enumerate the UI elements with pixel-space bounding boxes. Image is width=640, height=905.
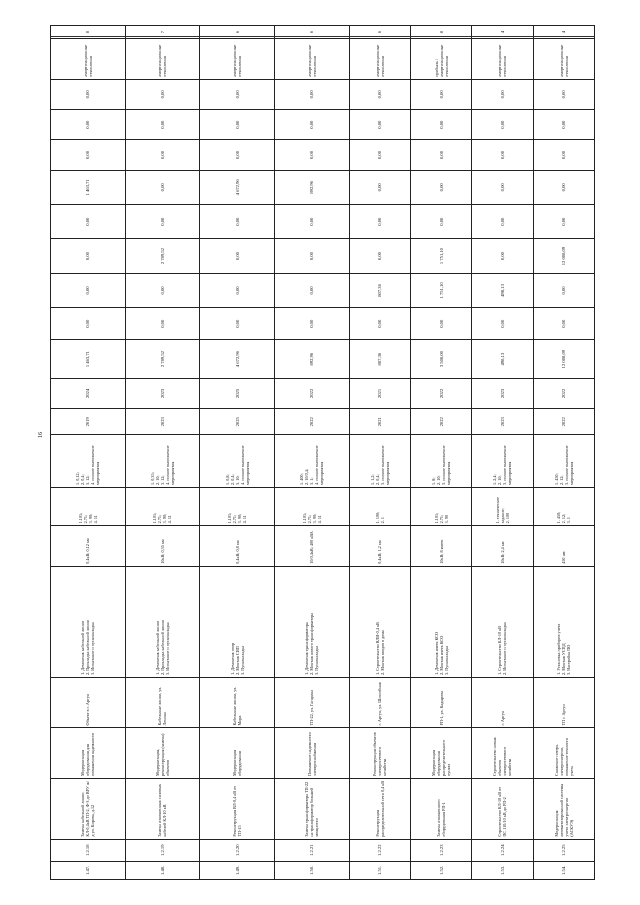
cell-v1: 2022 (410, 378, 471, 408)
cell-v7: 0,00 (533, 170, 594, 204)
cell-v10: 0,00 (274, 79, 349, 109)
cell-v8: 0,00 (349, 140, 410, 170)
cell-v6: 0,00 (125, 205, 200, 239)
cell-purpose: Снижение потерь электроэнергии, повышение точности учета (533, 728, 594, 779)
cell-params: 450 шт. (533, 526, 594, 566)
cell-year: 2022 (533, 409, 594, 435)
cell-purpose: Модернизация оборудования (200, 728, 275, 779)
cell-v10: 0,00 (200, 79, 275, 109)
cell-code: 1.2.23 (410, 839, 471, 861)
cell-v1: 2022 (533, 378, 594, 408)
cell-v2: 1 463,71 (51, 340, 126, 378)
table-row (472, 26, 533, 880)
cell-location: Кабельные линии, ул. Ленина (125, 677, 200, 728)
cell-v7: 892,96 (274, 170, 349, 204)
cell-v6: 0,00 (472, 205, 533, 239)
cell-v1: 2022 (274, 378, 349, 408)
cell-v10: 0,00 (349, 79, 410, 109)
cell-n: 1.52. (410, 861, 471, 879)
cell-year: 2019 (51, 409, 126, 435)
cell-v8: 0,00 (125, 140, 200, 170)
cell-code: 1.2.22 (349, 839, 410, 861)
cell-n: 1.47. (51, 861, 126, 879)
cell-v5: 0,00 (349, 239, 410, 273)
cell-works: 1. Демонтаж ячеек КСО 2. Монтаж ячеек КСО 3. Пусконаладка (410, 566, 471, 677)
cell-location: ТП-22, ул. Гагарина (274, 677, 349, 728)
cell-result: 1. 450; 2. 12; 3. полное выполнение мероприятия (533, 435, 594, 488)
cell-v8: 0,00 (410, 140, 471, 170)
cell-v9: 0,00 (349, 110, 410, 140)
cell-v9: 0,00 (533, 110, 594, 140)
cell-works: 1. Демонтаж кабельной линии 2. Прокладка кабельной линии 3. Испытание и пусконаладка (51, 566, 126, 677)
cell-v8: 0,00 (200, 140, 275, 170)
cell-last: 4 (533, 26, 594, 39)
cell-result: 1. 0,8; 2. 0,4; 3. 10; 4. полное выполнение мероприятия (200, 435, 275, 488)
cell-v6: 0,00 (51, 205, 126, 239)
cell-v2: 498,13 (472, 340, 533, 378)
cell-location: РП-1, ул. Кадырова (410, 677, 471, 728)
cell-v5: 2 789,52 (125, 239, 200, 273)
cell-purpose: Реконструкция объектов электросетевого хозяйства (349, 728, 410, 779)
cell-v10: 0,00 (410, 79, 471, 109)
cell-fin: амортизационные отчисления (472, 39, 533, 79)
cell-location: г. Аргун, ул. Шоссейная (349, 677, 410, 728)
table-row (200, 26, 275, 880)
cell-v2: 3 500,00 (410, 340, 471, 378)
cell-v3: 0,00 (125, 308, 200, 340)
cell-v4: 0,00 (51, 273, 126, 307)
cell-v8: 0,00 (274, 140, 349, 170)
cell-v1: 2023 (472, 378, 533, 408)
cell-result: 1. 2,4; 2. 10; 3. полное выполнение мероприятия (472, 435, 533, 488)
cell-last: 6 (200, 26, 275, 39)
cell-purpose: Модернизация оборудования для повышения надежности (51, 728, 126, 779)
cell-v4: 0,00 (274, 273, 349, 307)
investment-program-table (50, 25, 595, 880)
cell-params2: 1. 450; 2. 12; 3. 1 (533, 487, 594, 525)
cell-location: Кабельные линии, ул. Мира (200, 677, 275, 728)
cell-location: г. Аргун (472, 677, 533, 728)
table-row (349, 26, 410, 880)
cell-v4: 807,36 (349, 273, 410, 307)
cell-location: ТП г. Аргун (533, 677, 594, 728)
cell-v10: 0,00 (472, 79, 533, 109)
cell-result: 1. 1,2; 2. 0,4; 3. полное выполнение мероприятия (349, 435, 410, 488)
cell-v7: 0,00 (125, 170, 200, 204)
cell-year: 2025 (200, 409, 275, 435)
cell-name: Замена изношенного оборудования РП-1 (410, 778, 471, 839)
cell-params: 10кВ; 2,4 км (472, 526, 533, 566)
cell-v6: 0,00 (410, 205, 471, 239)
cell-fin: амортизационные отчисления (125, 39, 200, 79)
cell-v8: 0,00 (51, 140, 126, 170)
cell-year: 2021 (349, 409, 410, 435)
cell-code: 1.2.18 (51, 839, 126, 861)
table-row (410, 26, 471, 880)
cell-v6: 0,00 (274, 205, 349, 239)
cell-fin: амортизационные отчисления (533, 39, 594, 79)
cell-name: Реконструкция ВЛ-0,4 кВ от ТП-15 (200, 778, 275, 839)
cell-v9: 0,00 (125, 110, 200, 140)
cell-n: 1.50. (274, 861, 349, 879)
cell-v6: 0,00 (200, 205, 275, 239)
cell-name: Реконструкция распределительной сети 0,4 кВ (349, 778, 410, 839)
rotated-table-wrapper (50, 25, 595, 880)
cell-n: 1.53. (472, 861, 533, 879)
cell-params2: 1.101; 2.71; 3. 90; 4. 11 (200, 487, 275, 525)
cell-v2: 807,36 (349, 340, 410, 378)
cell-n: 1.51. (349, 861, 410, 879)
page-number: 16 (38, 432, 44, 438)
cell-v10: 0,00 (125, 79, 200, 109)
cell-v7: 0,00 (472, 170, 533, 204)
cell-v4: 0,00 (533, 273, 594, 307)
cell-v4: 498,13 (472, 273, 533, 307)
cell-last: 4 (472, 26, 533, 39)
cell-v9: 0,00 (200, 110, 275, 140)
cell-name: Замена кабельной линии КЛ-0,4кВ ТП-2, Ф-3 до ВРУ ж/д ул. Кирова, д.12 (51, 778, 126, 839)
cell-year: 2023 (125, 409, 200, 435)
cell-last: 8 (51, 26, 126, 39)
cell-params: 10кВ; 0,35 км (125, 526, 200, 566)
cell-v5: 0,00 (51, 239, 126, 273)
cell-v3: 0,00 (472, 308, 533, 340)
cell-fin: амортизационные отчисления (349, 39, 410, 79)
cell-year: 2022 (410, 409, 471, 435)
cell-v1: 2023 (125, 378, 200, 408)
cell-works: 1. Установка приборов учета 2. Монтаж УСПД 3. Настройка ПО (533, 566, 594, 677)
cell-fin: амортизационные отчисления (200, 39, 275, 79)
cell-result: 1. 8; 2. 10; 3. полное выполнение мероприятия (410, 435, 471, 488)
cell-name: Замена изношенных силовых кабелей КЛ-10 кВ (125, 778, 200, 839)
cell-year: 2022 (274, 409, 349, 435)
cell-v7: 4 672,96 (200, 170, 275, 204)
cell-n: 1.49. (200, 861, 275, 879)
cell-v8: 0,00 (472, 140, 533, 170)
table-row (274, 26, 349, 880)
cell-v9: 0,00 (51, 110, 126, 140)
cell-v7: 1 463,71 (51, 170, 126, 204)
cell-result: 1. 400; 2. 10/0,4; 3. 1; 4. полное выполнение мероприятия (274, 435, 349, 488)
cell-code: 1.2.19 (125, 839, 200, 861)
cell-v7: 0,00 (349, 170, 410, 204)
cell-v5: 12 008,09 (533, 239, 594, 273)
cell-v9: 0,00 (472, 110, 533, 140)
cell-v4: 0,00 (125, 273, 200, 307)
cell-params: 0,4кВ; 0,8 км (200, 526, 275, 566)
cell-v3: 0,00 (51, 308, 126, 340)
cell-v4: 1 751,10 (410, 273, 471, 307)
cell-v6: 0,00 (349, 205, 410, 239)
cell-result: 1. 0,35; 2. 10; 3. 12; 4. полное выполнение мероприятия (125, 435, 200, 488)
cell-v3: 0,00 (274, 308, 349, 340)
cell-code: 1.2.20 (200, 839, 275, 861)
cell-purpose: Модернизация оборудования распределительного пункта (410, 728, 471, 779)
cell-v8: 0,00 (533, 140, 594, 170)
cell-v2: 4 672,96 (200, 340, 275, 378)
cell-v3: 0,00 (349, 308, 410, 340)
cell-purpose: Строительство новых объектов электросетевого хозяйства (472, 728, 533, 779)
cell-last: 6 (349, 26, 410, 39)
table-row (533, 26, 594, 880)
cell-fin: амортизационные отчисления (51, 39, 126, 79)
cell-v2: 892,96 (274, 340, 349, 378)
cell-v2: 2 789,52 (125, 340, 200, 378)
cell-code: 1.2.24 (472, 839, 533, 861)
cell-v1: 2021 (349, 378, 410, 408)
cell-name: Замена трансформатора ТП-22 на трансформатор большей мощности (274, 778, 349, 839)
cell-year: 2023 (472, 409, 533, 435)
cell-works: 1. Демонтаж опор 2. Монтаж СИП 3. Пусконаладка (200, 566, 275, 677)
cell-params: 0,4кВ; 1,2 км (349, 526, 410, 566)
cell-v7: 0,00 (410, 170, 471, 204)
cell-params: 0,4кВ; 0,12 км (51, 526, 126, 566)
cell-n: 1.54. (533, 861, 594, 879)
cell-v5: 0,00 (274, 239, 349, 273)
cell-v9: 0,00 (410, 110, 471, 140)
cell-params: 10кВ; 8 ячеек (410, 526, 471, 566)
cell-params2: 1. техническое задание; 2. 100 (472, 487, 533, 525)
cell-v10: 0,00 (533, 79, 594, 109)
cell-v5: 0,00 (200, 239, 275, 273)
cell-v9: 0,00 (274, 110, 349, 140)
cell-works: 1. Строительство КЛ-10 кВ 2. Испытание и пусконаладка (472, 566, 533, 677)
cell-params: 10/0,4кВ; 400 кВА (274, 526, 349, 566)
cell-v10: 0,00 (51, 79, 126, 109)
cell-works: 1. Демонтаж кабельной линии 2. Прокладка кабельной линии 3. Испытание и пусконаладка (125, 566, 200, 677)
cell-works: 1. Строительство ВЛИ-0,4 кВ 2. Монтаж вводов в дома (349, 566, 410, 677)
cell-n: 1.48. (125, 861, 200, 879)
cell-v1: 2024 (51, 378, 126, 408)
cell-params2: 1.101; 2.71; 3. 90; 4. 11 (274, 487, 349, 525)
cell-last: 6 (274, 26, 349, 39)
cell-v4: 0,00 (200, 273, 275, 307)
cell-purpose: Повышение надежности электроснабжения (274, 728, 349, 779)
cell-params2: 1. 100; 2. 1 (349, 487, 410, 525)
table-row (51, 26, 126, 880)
cell-v1: 2025 (200, 378, 275, 408)
cell-last: 7 (125, 26, 200, 39)
cell-v2: 12 008,09 (533, 340, 594, 378)
cell-last: 8 (410, 26, 471, 39)
cell-location: Объект в г. Аргун (51, 677, 126, 728)
cell-code: 1.2.25 (533, 839, 594, 861)
cell-v3: 0,00 (200, 308, 275, 340)
cell-fin: амортизационные отчисления (274, 39, 349, 79)
cell-params2: 1.101; 2.71; 3. 90 (410, 487, 471, 525)
cell-v3: 0,00 (410, 308, 471, 340)
cell-works: 1. Демонтаж трансформатора 2. Монтаж нового трансформатора 3. Пусконаладка (274, 566, 349, 677)
cell-v3: 0,00 (533, 308, 594, 340)
cell-params2: 1.101; 2.71; 3. 90; 4. 11 (125, 487, 200, 525)
cell-v5: 1 751,10 (410, 239, 471, 273)
cell-name: Строительство КЛ-10 кВ от ПС 110/10 кВ до РП-2 (472, 778, 533, 839)
cell-purpose: Модернизация, реконструкция (замена) объектов (125, 728, 200, 779)
cell-code: 1.2.21 (274, 839, 349, 861)
cell-fin: прибыль / амортизационные отчисления (410, 39, 471, 79)
cell-result: 1. 0,12; 2. 0,4; 3. 12; 4. полное выполнение мероприятия (51, 435, 126, 488)
cell-v5: 0,00 (472, 239, 533, 273)
cell-name: Модернизация автоматизированной системы учета электроэнергии (АСКУЭ) (533, 778, 594, 839)
table-row (125, 26, 200, 880)
cell-v6: 0,00 (533, 205, 594, 239)
cell-params2: 1.101; 2.71; 3. 90; 4. 11 (51, 487, 126, 525)
